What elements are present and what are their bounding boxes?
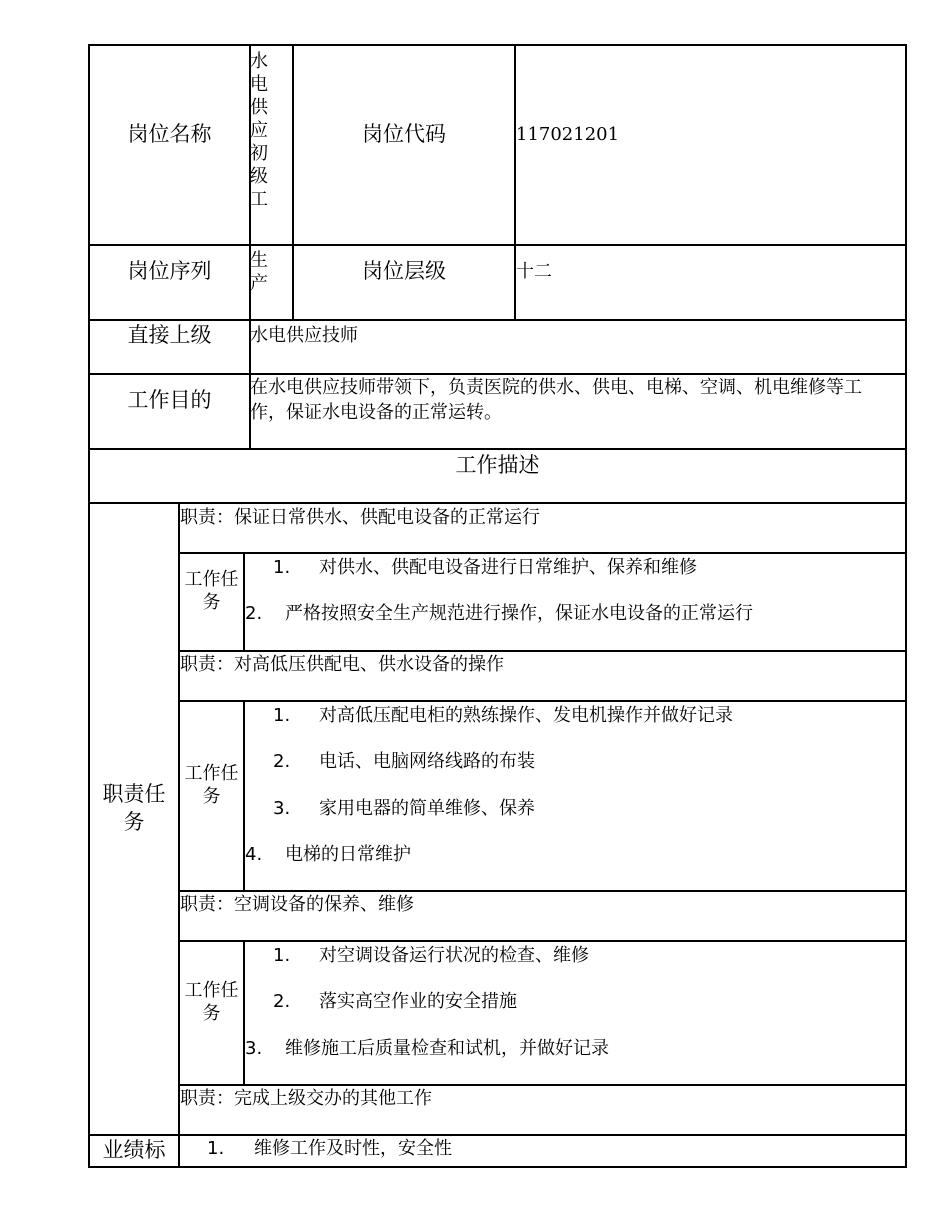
task-item: 4. <box>245 844 263 865</box>
task-item: 1. <box>273 557 291 578</box>
task-label-3a: 工作任 <box>184 980 239 1001</box>
task-label-1b: 务 <box>202 592 221 613</box>
task-item-text: 严格按照安全生产规范进行操作，保证水电设备的正常运行 <box>285 603 753 624</box>
duty-1: 职责：保证日常供水、供配电设备的正常运行 <box>180 507 540 528</box>
task-item: 2. <box>245 603 263 624</box>
task-label-3b: 务 <box>202 1003 221 1024</box>
sequence-label: 岗位序列 <box>127 259 212 283</box>
purpose-line-2: 作，保证水电设备的正常运转。 <box>250 402 502 423</box>
task-label-2a: 工作任 <box>184 763 239 784</box>
section-label-line-2: 务 <box>123 810 145 834</box>
task-item: 3. <box>245 1038 263 1059</box>
task-item-text: 家用电器的简单维修、保养 <box>319 798 535 819</box>
task-item-text: 对空调设备运行状况的检查、维修 <box>319 945 589 966</box>
task-item-text: 落实高空作业的安全措施 <box>319 991 517 1012</box>
task-item-text: 对供水、供配电设备进行日常维护、保养和维修 <box>319 557 697 578</box>
performance-label: 业绩标 <box>102 1138 166 1162</box>
post-name-value: 水电供应初级工 <box>250 51 268 210</box>
task-label-1a: 工作任 <box>184 569 239 590</box>
task-item-text: 维修施工后质量检查和试机，并做好记录 <box>285 1038 609 1059</box>
task-item-text: 电话、电脑网络线路的布装 <box>319 751 535 772</box>
section-label-line-1: 职责任 <box>102 782 166 806</box>
duty-4: 职责：完成上级交办的其他工作 <box>180 1088 432 1109</box>
task-item: 1. <box>273 705 291 726</box>
duty-3: 职责：空调设备的保养、维修 <box>180 894 414 915</box>
post-name-label: 岗位名称 <box>127 122 212 146</box>
purpose-label: 工作目的 <box>127 388 212 412</box>
description-title: 工作描述 <box>455 453 540 477</box>
level-label: 岗位层级 <box>362 259 446 283</box>
duty-2: 职责：对高低压供配电、供水设备的操作 <box>180 654 504 675</box>
supervisor-label: 直接上级 <box>127 323 212 347</box>
level-value: 十二 <box>516 261 552 282</box>
task-item-text: 对高低压配电柜的熟练操作、发电机操作并做好记录 <box>319 705 733 726</box>
task-item: 1. <box>273 945 291 966</box>
task-item: 2. <box>273 751 291 772</box>
post-code-value: 117021201 <box>516 124 620 145</box>
post-code-label: 岗位代码 <box>362 122 446 146</box>
task-label-2b: 务 <box>202 786 221 807</box>
performance-item-text: 维修工作及时性，安全性 <box>254 1138 452 1159</box>
sequence-value: 生产 <box>250 250 268 294</box>
task-item: 3. <box>273 798 291 819</box>
purpose-line-1: 在水电供应技师带领下，负责医院的供水、供电、电梯、空调、机电维修等工 <box>250 377 862 398</box>
supervisor-value: 水电供应技师 <box>250 325 358 346</box>
task-item-text: 电梯的日常维护 <box>285 844 411 865</box>
task-item: 2. <box>273 991 291 1012</box>
performance-item: 1. <box>207 1138 225 1159</box>
